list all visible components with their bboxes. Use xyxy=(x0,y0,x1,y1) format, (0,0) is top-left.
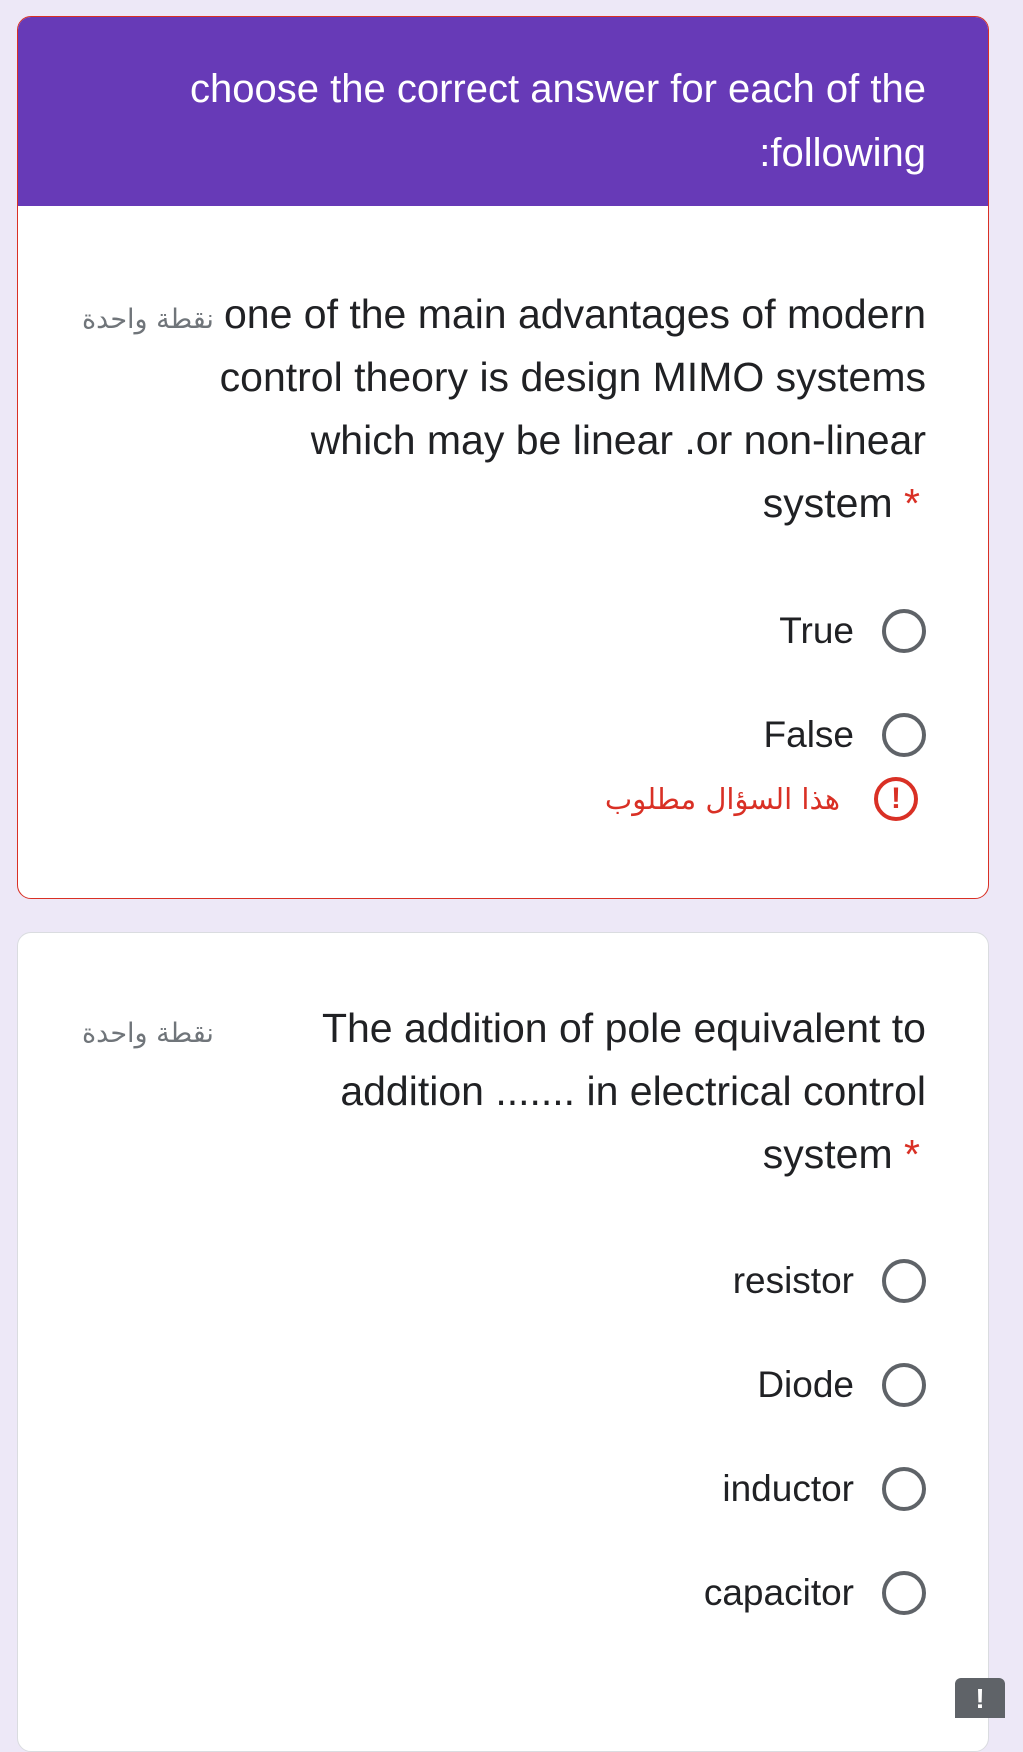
points-label: نقطة واحدة xyxy=(82,304,214,335)
question-text xyxy=(206,283,926,535)
required-asterisk: * xyxy=(904,1131,920,1177)
option-label: inductor xyxy=(722,1468,854,1509)
radio-button[interactable] xyxy=(882,713,926,757)
option-false[interactable] xyxy=(764,707,926,763)
radio-button[interactable] xyxy=(882,1363,926,1407)
section-title: choose the correct answer for each of the :following xyxy=(190,67,926,175)
option-diode[interactable] xyxy=(757,1357,926,1413)
option-label: resistor xyxy=(732,1260,854,1301)
section-header xyxy=(18,17,988,206)
option-label: Diode xyxy=(757,1364,854,1405)
option-label: True xyxy=(779,610,854,651)
question-card-1 xyxy=(17,16,989,899)
option-label: capacitor xyxy=(703,1572,854,1613)
option-true[interactable] xyxy=(779,603,926,659)
radio-button[interactable] xyxy=(882,609,926,653)
question-card-2 xyxy=(17,932,989,1752)
points-label: نقطة واحدة xyxy=(82,1018,214,1049)
option-inductor[interactable] xyxy=(722,1461,926,1517)
radio-button[interactable] xyxy=(882,1467,926,1511)
question-text-content: The addition of pole equivalent to addition ....... in electrical control system xyxy=(321,1005,926,1177)
question-text xyxy=(246,997,926,1186)
required-asterisk: * xyxy=(904,480,920,526)
report-problem-button[interactable]: ! xyxy=(955,1678,1005,1718)
error-message: هذا السؤال مطلوب xyxy=(604,782,840,816)
option-resistor[interactable] xyxy=(733,1253,926,1309)
error-exclamation-icon: ! xyxy=(874,777,918,821)
radio-button[interactable] xyxy=(882,1259,926,1303)
required-error xyxy=(605,777,918,821)
option-capacitor[interactable] xyxy=(704,1565,926,1621)
question-text-content: one of the main advantages of modern control theory is design MIMO systems which may be linear .or non-linear system xyxy=(219,291,926,526)
radio-button[interactable] xyxy=(882,1571,926,1615)
option-label: False xyxy=(763,714,854,755)
